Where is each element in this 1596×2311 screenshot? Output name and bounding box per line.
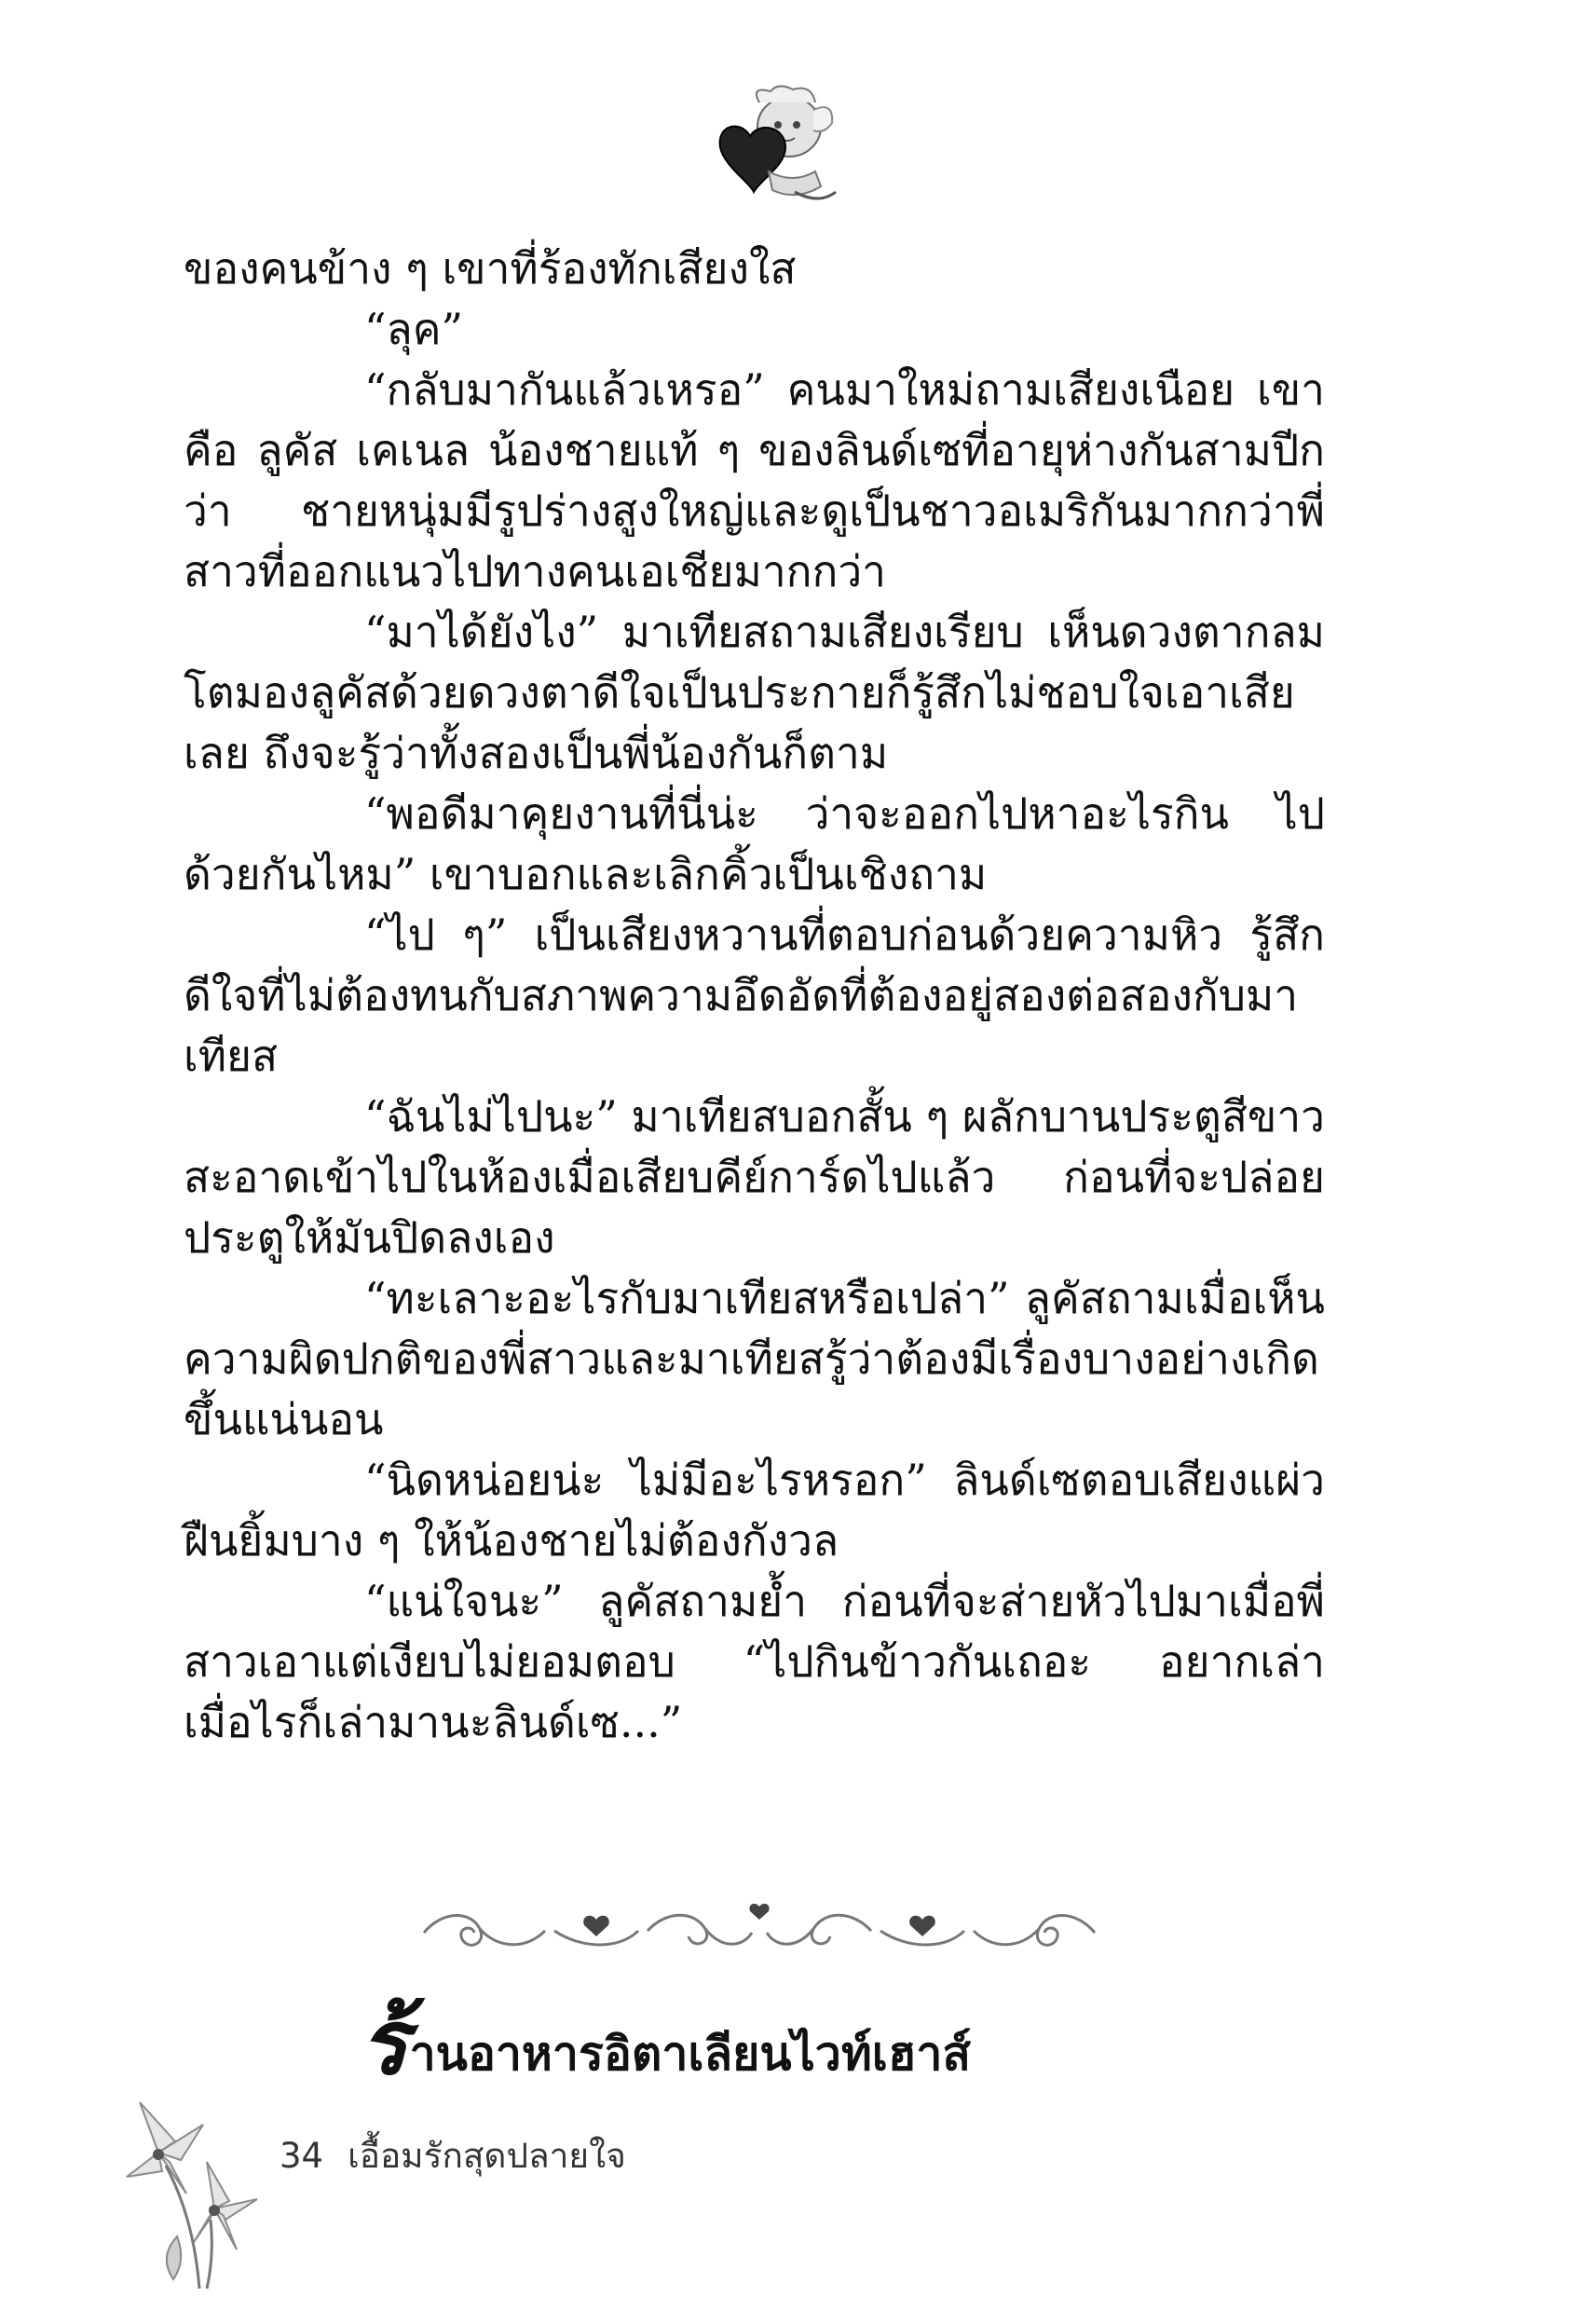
paragraph: “ไป ๆ” เป็นเสียงหวานที่ตอบก่อนด้วยความหิว รู้สึกดีใจที่ไม่ต้องทนกับสภาพความอึดอัดที่ต้องอยู่สองต่อสองกับมาเทียส: [184, 909, 1325, 1081]
section-heading-text: านอาหารอิตาเลียนไวท์เฮาส์: [409, 2025, 971, 2081]
section-heading: [360, 1991, 971, 2105]
cupid-illustration: [703, 82, 839, 208]
paragraph: “กลับมากันแล้วเหรอ” คนมาใหม่ถามเสียงเนือย เขาคือ ลูคัส เคเนล น้องชายแท้ ๆ ของลินด์เซที่อายุห่างกันสามปีกว่า ชายหนุ่มมีรูปร่างสูงใหญ่และดูเป็นชาวอเมริกันมากกว่าพี่สาวที่ออกแนวไปทางคนเอเชียมากกว่า: [184, 364, 1325, 596]
lily-illustration: [121, 2097, 261, 2292]
paragraph: “ทะเลาะอะไรกับมาเทียสหรือเปล่า” ลูคัสถามเมื่อเห็นความผิดปกติของพี่สาวและมาเทียสรู้ว่าต้องมีเรื่องบางอย่างเกิดขึ้นแน่นอน: [184, 1273, 1325, 1444]
page-footer: [280, 2128, 626, 2183]
body-text: [184, 239, 1325, 1753]
ornament-divider: [415, 1892, 1104, 1966]
paragraph: “นิดหน่อยน่ะ ไม่มีอะไรหรอก” ลินด์เซตอบเสียงแผ่ว ฝืนยิ้มบาง ๆ ให้น้องชายไม่ต้องกังวล: [184, 1455, 1325, 1566]
book-title: เอื้อมรักสุดปลายใจ: [348, 2136, 626, 2176]
paragraph: “ลุค”: [364, 304, 463, 354]
paragraph: “มาได้ยังไง” มาเทียสถามเสียงเรียบ เห็นดวงตากลมโตมองลูคัสด้วยดวงตาดีใจเป็นประกายก็รู้สึกไม่ชอบใจเอาเสียเลย ถึงจะรู้ว่าทั้งสองเป็นพี่น้องกันก็ตาม: [184, 607, 1325, 778]
paragraph: “พอดีมาคุยงานที่นี่น่ะ ว่าจะออกไปหาอะไรกิน ไปด้วยกันไหม” เขาบอกและเลิกคิ้วเป็นเชิงถาม: [184, 788, 1325, 899]
page-number: 34: [280, 2136, 324, 2176]
drop-cap: ร้: [360, 1989, 408, 2095]
paragraph: ของคนข้าง ๆ เขาที่ร้องทักเสียงใส: [184, 243, 797, 294]
paragraph: “ฉันไม่ไปนะ” มาเทียสบอกสั้น ๆ ผลักบานประตูสีขาวสะอาดเข้าไปในห้องเมื่อเสียบคีย์การ์ดไปแล้ว ก่อนที่จะปล่อยประตูให้มันปิดลงเอง: [184, 1091, 1325, 1263]
paragraph: “แน่ใจนะ” ลูคัสถามย้ำ ก่อนที่จะส่ายหัวไปมาเมื่อพี่สาวเอาแต่เงียบไม่ยอมตอบ “ไปกินข้าวกันเถอะ อยากเล่าเมื่อไรก็เล่ามานะลินด์เซ...”: [184, 1576, 1325, 1747]
